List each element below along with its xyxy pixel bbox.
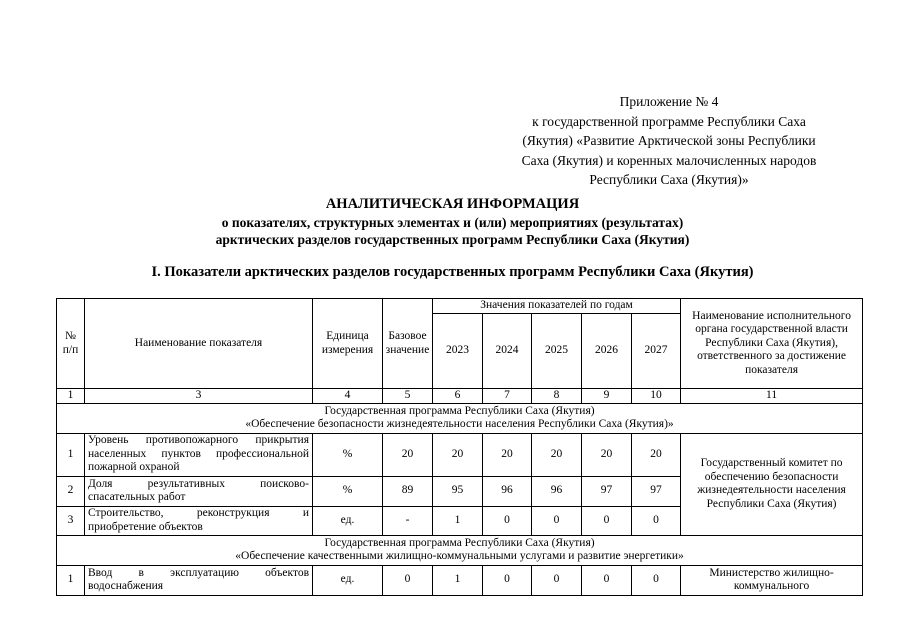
table-row [57, 565, 863, 595]
indicator-name: Строительство, реконструкция и приобретение объектов [85, 506, 313, 535]
program-line: Государственная программа Республики Саха (Якутия) [324, 536, 595, 549]
header-year: 2026 [582, 314, 632, 389]
header-num: № п/п [57, 299, 85, 389]
value-2026: 0 [582, 565, 632, 595]
value-2026: 20 [582, 433, 632, 476]
document-subtitle [0, 214, 905, 248]
header-years-group: Значения показателей по годам [433, 299, 681, 314]
indicator-name: Уровень противопожарного прикрытия населенных пунктов профессиональной пожарной охраной [85, 433, 313, 476]
appendix-line: (Якутия) «Развитие Арктической зоны Республики [522, 133, 816, 148]
appendix-line: Саха (Якутия) и коренных малочисленных народов [521, 152, 817, 168]
responsible-org: Министерство жилищно-коммунального [681, 565, 863, 595]
header-name: Наименование показателя [85, 299, 313, 389]
header-org: Наименование исполнительного органа государственной власти Республики Саха (Якутия), ответственного за достижение показателя [681, 299, 863, 389]
indicator-base: 0 [383, 565, 433, 595]
value-2027: 0 [632, 565, 681, 595]
col-number: 6 [433, 389, 483, 404]
document-title: АНАЛИТИЧЕСКАЯ ИНФОРМАЦИЯ [325, 196, 580, 212]
header-year: 2025 [532, 314, 582, 389]
indicator-unit: ед. [313, 506, 383, 535]
appendix-note [480, 92, 858, 190]
row-num: 2 [57, 476, 85, 506]
responsible-org: Государственный комитет по обеспечению безопасности жизнедеятельности населения Республики Саха (Якутия) [681, 433, 863, 535]
program-header [57, 403, 863, 433]
value-2025: 0 [532, 506, 582, 535]
header-year: 2023 [433, 314, 483, 389]
appendix-line: Приложение № 4 [619, 94, 719, 109]
header-unit: Единица измерения [313, 299, 383, 389]
value-2027: 0 [632, 506, 681, 535]
col-number: 10 [632, 389, 681, 404]
col-number: 3 [85, 389, 313, 404]
program-line: Государственная программа Республики Саха (Якутия) [324, 404, 595, 417]
col-number: 1 [57, 389, 85, 404]
indicator-name: Ввод в эксплуатацию объектов водоснабжения [85, 565, 313, 595]
header-year: 2027 [632, 314, 681, 389]
table-row [57, 433, 863, 476]
value-2026: 0 [582, 506, 632, 535]
appendix-line: Республики Саха (Якутия)» [589, 172, 749, 187]
program-header [57, 535, 863, 565]
indicator-unit: % [313, 433, 383, 476]
value-2023: 1 [433, 565, 483, 595]
value-2024: 0 [483, 565, 532, 595]
value-2025: 20 [532, 433, 582, 476]
col-number: 11 [681, 389, 863, 404]
value-2025: 96 [532, 476, 582, 506]
col-number: 9 [582, 389, 632, 404]
value-2026: 97 [582, 476, 632, 506]
value-2027: 20 [632, 433, 681, 476]
row-num: 1 [57, 433, 85, 476]
value-2023: 95 [433, 476, 483, 506]
col-number: 7 [483, 389, 532, 404]
indicator-base: - [383, 506, 433, 535]
indicator-unit: ед. [313, 565, 383, 595]
subtitle-line: о показателях, структурных элементах и (или) мероприятиях (результатах) [221, 215, 684, 230]
value-2023: 20 [433, 433, 483, 476]
indicator-unit: % [313, 476, 383, 506]
indicator-base: 89 [383, 476, 433, 506]
value-2025: 0 [532, 565, 582, 595]
program-line: «Обеспечение безопасности жизнедеятельности населения Республики Саха (Якутия)» [245, 418, 674, 430]
indicators-table [56, 298, 863, 596]
header-year: 2024 [483, 314, 532, 389]
subtitle-line: арктических разделов государственных программ Республики Саха (Якутия) [215, 232, 690, 247]
value-2027: 97 [632, 476, 681, 506]
col-number: 4 [313, 389, 383, 404]
value-2024: 0 [483, 506, 532, 535]
program-line: «Обеспечение качественными жилищно-коммунальными услугами и развитие энергетики» [235, 550, 684, 562]
value-2024: 96 [483, 476, 532, 506]
value-2024: 20 [483, 433, 532, 476]
row-num: 1 [57, 565, 85, 595]
header-base: Базовое значение [383, 299, 433, 389]
indicator-name: Доля результативных поисково-спасательных работ [85, 476, 313, 506]
section-title: I. Показатели арктических разделов государственных программ Республики Саха (Якутия) [151, 264, 754, 280]
value-2023: 1 [433, 506, 483, 535]
indicator-base: 20 [383, 433, 433, 476]
column-numbers-row [57, 389, 863, 404]
col-number: 8 [532, 389, 582, 404]
col-number: 5 [383, 389, 433, 404]
row-num: 3 [57, 506, 85, 535]
appendix-line: к государственной программе Республики Саха [532, 113, 806, 129]
